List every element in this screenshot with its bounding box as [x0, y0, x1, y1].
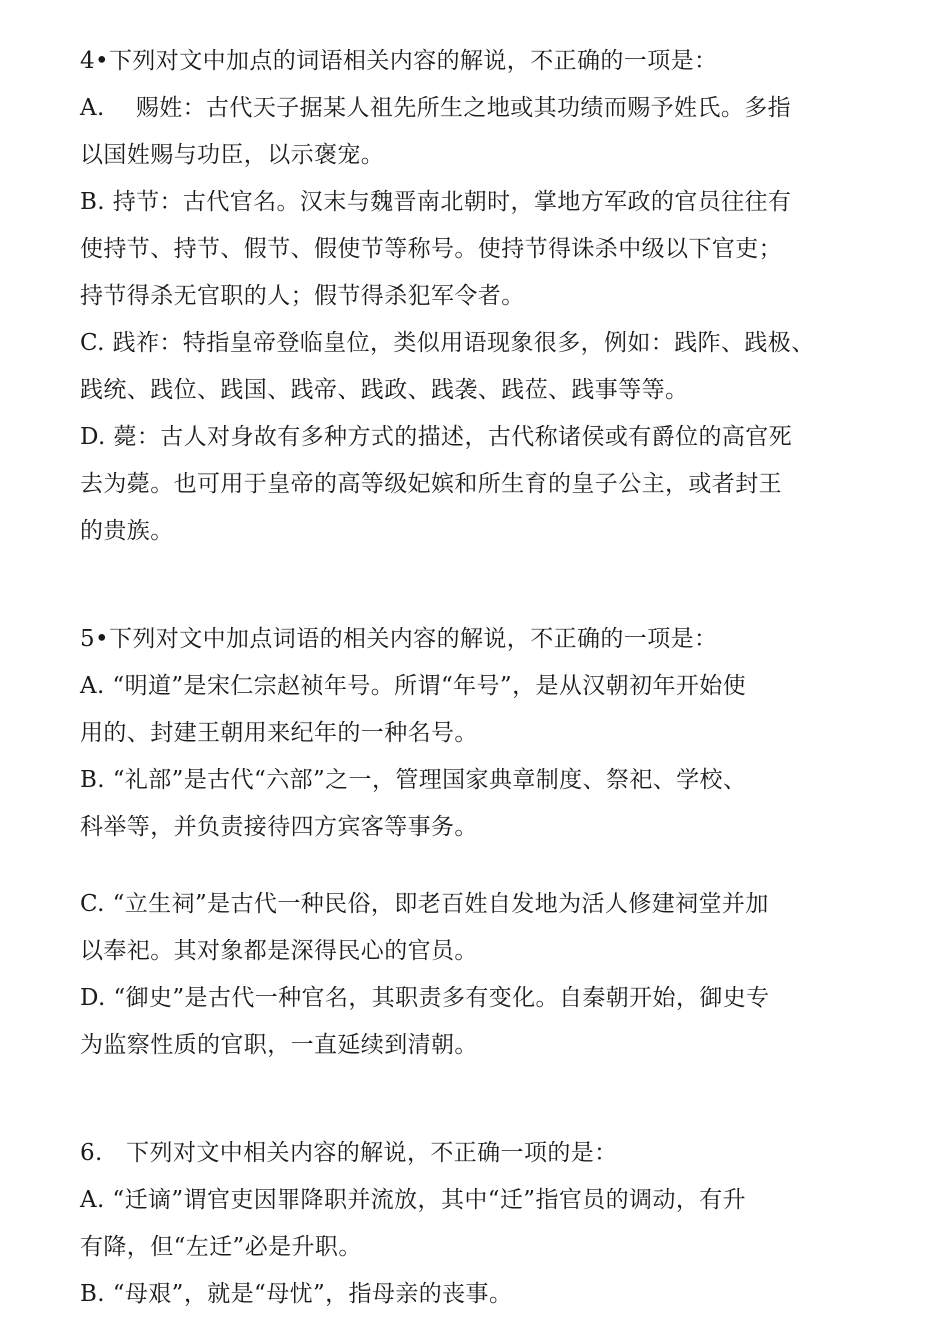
question-4-option-b-line-1: B. 持节：古代官名。汉末与魏晋南北朝时，掌地方军政的官员往往有 [80, 189, 792, 215]
question-5-option-d-line-1: D. “御史”是古代一种官名，其职责多有变化。自秦朝开始，御史专 [80, 985, 770, 1011]
question-6-option-b-line-1: B. “母艰”，就是“母忧”，指母亲的丧事。 [80, 1281, 513, 1307]
question-4-option-c-line-1: C. 践祚：特指皇帝登临皇位，类似用语现象很多，例如：践阼、践极、 [80, 330, 815, 356]
question-4-option-d-line-1: D. 薨：古人对身故有多种方式的描述，古代称诸侯或有爵位的高官死 [80, 424, 793, 450]
question-4-option-a-line-2: 以国姓赐与功臣，以示褒宠。 [80, 142, 385, 168]
question-5-option-d-line-2: 为监察性质的官职，一直延续到清朝。 [80, 1032, 478, 1058]
question-5-option-c-line-1: C. “立生祠”是古代一种民俗，即老百姓自发地为活人修建祠堂并加 [80, 891, 769, 917]
question-4-option-d-line-3: 的贵族。 [80, 518, 174, 544]
question-4-stem: 4•下列对文中加点的词语相关内容的解说，不正确的一项是： [80, 48, 718, 74]
question-5-stem: 5•下列对文中加点词语的相关内容的解说，不正确的一项是： [80, 626, 718, 652]
question-5-option-a-line-1: A. “明道”是宋仁宗赵祯年号。所谓“年号”，是从汉朝初年开始使 [80, 673, 747, 699]
question-6-option-a-line-2: 有降，但“左迁”必是升职。 [80, 1234, 362, 1260]
question-5-option-b-line-2: 科举等，并负责接待四方宾客等事务。 [80, 814, 478, 840]
question-6 [80, 1130, 880, 1318]
question-5-option-c-line-2: 以奉祀。其对象都是深得民心的官员。 [80, 938, 478, 964]
section-spacer [80, 555, 880, 616]
question-6-option-a-line-1: A. “迁谪”谓官吏因罪降职并流放，其中“迁”指官员的调动，有升 [80, 1187, 747, 1213]
question-4-option-c-line-2: 践统、践位、践国、践帝、践政、践袭、践莅、践事等等。 [80, 377, 689, 403]
question-4-option-a-line-1: A. 赐姓：古代天子据某人祖先所生之地或其功绩而赐予姓氏。多指 [80, 95, 792, 121]
question-5-option-b-line-1: B. “礼部”是古代“六部”之一，管理国家典章制度、祭祀、学校、 [80, 767, 747, 793]
section-spacer [80, 1069, 880, 1130]
question-6-stem: 6. 下列对文中相关内容的解说，不正确一项的是： [80, 1140, 618, 1166]
paragraph-spacer [80, 851, 880, 881]
question-5-option-a-line-2: 用的、封建王朝用来纪年的一种名号。 [80, 720, 478, 746]
question-4-option-b-line-2: 使持节、持节、假节、假使节等称号。使持节得诛杀中级以下官吏； [80, 236, 782, 262]
question-5 [80, 616, 880, 1069]
question-4-option-b-line-3: 持节得杀无官职的人；假节得杀犯军令者。 [80, 283, 525, 309]
question-4-option-d-line-2: 去为薨。也可用于皇帝的高等级妃嫔和所生育的皇子公主，或者封王 [80, 471, 782, 497]
question-4 [80, 38, 880, 555]
